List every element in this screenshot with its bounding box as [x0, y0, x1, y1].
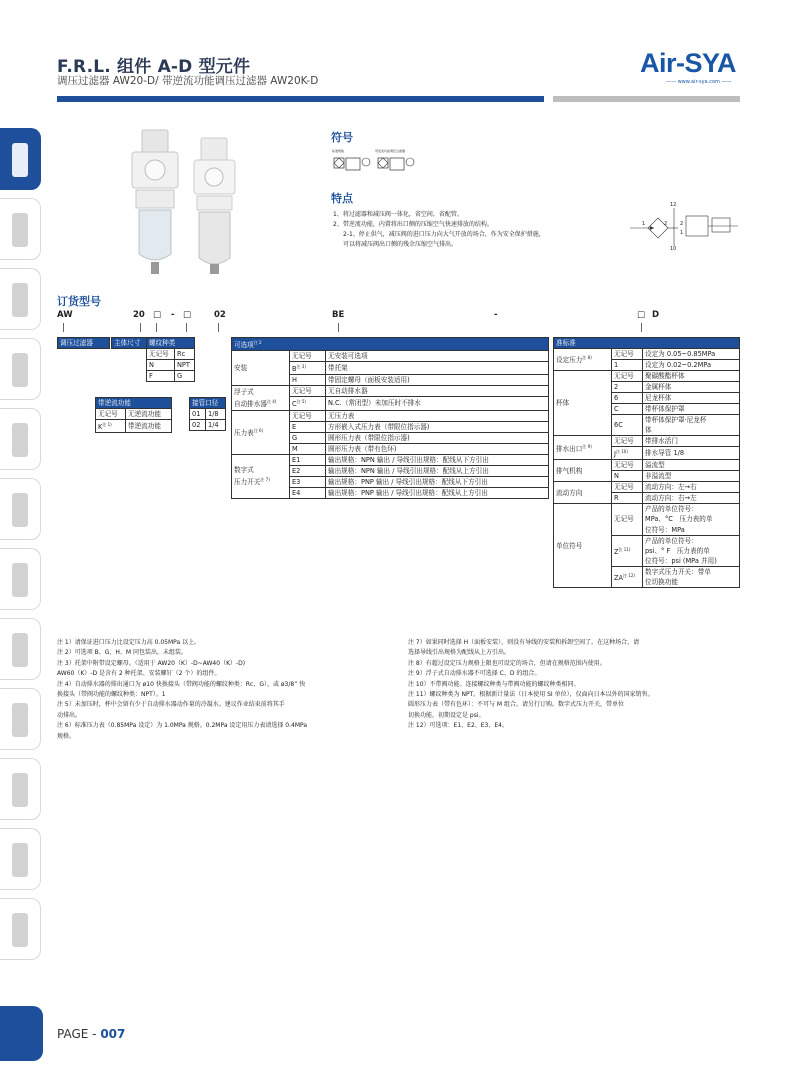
table-row: 排水出口$^{注 9)}$ 无记号 带排水活门: [554, 436, 740, 447]
category-tab-fitting[interactable]: [0, 268, 41, 330]
symbol-heading: 符号: [331, 131, 353, 144]
series-header: 调压过滤器: [58, 338, 110, 349]
code-port: 02: [214, 310, 226, 320]
category-tab-filter[interactable]: [0, 198, 41, 260]
order-model-heading: 订货型号: [57, 295, 101, 308]
category-tab-gripper[interactable]: [0, 688, 41, 750]
backflow-schematic-diagram: [628, 200, 740, 254]
table-row: 2 金属杯体: [554, 382, 740, 393]
thread-table: [146, 337, 195, 382]
schematic-icon: [628, 200, 740, 254]
code-tick: [186, 323, 187, 332]
table-row: 安装 无记号 无安装可选项: [232, 351, 549, 362]
schematic-port-2b: 2: [680, 221, 684, 227]
table-row: $C^{注 5)}$ N.C.（常闭型）未加压时不排水: [232, 397, 549, 410]
table-row: 位符号：psi (MPa 并用): [554, 556, 740, 567]
schematic-port-1b: 1: [680, 230, 684, 236]
page-title: F.R.L. 组件 A-D 型元件: [57, 57, 251, 77]
symbol-label-backflow: 带逆流功能调压过滤器: [375, 149, 406, 153]
category-tab-valve[interactable]: [0, 338, 41, 400]
brand-logo: Air-SYA: [640, 48, 737, 78]
table-row: M 圆形压力表（带有色环): [232, 443, 549, 454]
note-line: 注 8）有超过设定压力规格上限也可设定的场合，但请在规格范围内使用。: [408, 659, 606, 667]
actuator-icon: [12, 633, 28, 667]
table-row: 位切换功能: [554, 577, 740, 588]
code-dash-1: -: [171, 310, 175, 320]
code-backflow: □: [153, 310, 162, 320]
table-row: E3 输出规格：PNP 输出 / 导线引出规格：配线从下方引出: [232, 476, 549, 487]
thread-header: 螺纹种类: [147, 338, 195, 349]
table-row: F G: [147, 371, 195, 382]
table-row: H 带固定螺母（面板安装适用): [232, 375, 549, 386]
product-photo-aw20: [128, 128, 183, 278]
table-row: E2 输出规格：NPN 输出 / 导线引出规格：配线从上方引出: [232, 465, 549, 476]
note-line: 动排出。: [57, 711, 82, 719]
note-line: 注 10）不带阀功能。连接螺纹种类与带阀功能的螺纹种类相同。: [408, 680, 580, 688]
code-tick: [156, 323, 157, 332]
table-row: 数字式 压力开关$^{注 7)}$ E1 输出规格：NPN 输出 / 导线引出规格：配线从下方引出: [232, 454, 549, 465]
product-photo-aw20k: [192, 136, 237, 276]
table-row: N NPT: [147, 360, 195, 371]
port-size-header: 接管口径: [190, 398, 226, 409]
regulator-icon: [12, 423, 28, 457]
port-size-table: [189, 397, 226, 431]
note-line: 规格。: [57, 732, 76, 740]
category-tab-cylinder[interactable]: [0, 548, 41, 610]
code-tick: [338, 323, 339, 332]
schematic-port-1: 1: [642, 221, 646, 227]
valve-icon: [12, 353, 28, 387]
table-row: $K^{注 1)}$ 带逆流功能: [96, 420, 172, 433]
table-row: 无记号 无逆流功能: [96, 409, 172, 420]
table-row: 压力表$^{注 6)}$ 无记号 无压力表: [232, 410, 549, 421]
note-line: 注 2）可选项 B、G、H、M 同包装出，未组装。: [57, 649, 187, 657]
table-row: 单位符号 无记号 产品的单位符号：: [554, 504, 740, 515]
category-sidebar: [0, 128, 43, 988]
code-tick: [218, 323, 219, 332]
code-dash-2: -: [494, 310, 498, 320]
series-header-table: [57, 337, 148, 349]
table-row: 流动方向 无记号 流动方向：左→右: [554, 482, 740, 493]
schematic-port-2a: 2: [664, 221, 668, 227]
table-row: $ZA^{注 12)}$ 数字式压力开关：带单: [554, 567, 740, 578]
table-row: 体: [554, 425, 740, 436]
note-line: 注 11）螺纹种类为 NPT。根据新计量法（日本使用 SI 单位），仅面向日本以外的国家销售。: [408, 691, 654, 699]
code-series: AW: [57, 310, 73, 320]
code-tick: [140, 323, 141, 332]
backflow-table: [95, 397, 172, 433]
fitting-icon: [12, 283, 28, 317]
category-tab-accessory[interactable]: [0, 898, 41, 960]
note-line: 注 9）浮子式自动排水器不可选择 C、D 的组合。: [408, 670, 541, 678]
solenoid-valve-icon: [12, 493, 28, 527]
page-number: PAGE - 007: [57, 1027, 126, 1041]
table-row: G 圆形压力表（带限位指示器): [232, 432, 549, 443]
schematic-port-12: 12: [670, 202, 677, 208]
table-row: 杯体 无记号 聚碳酸酯杯体: [554, 371, 740, 382]
table-row: 01 1/8: [190, 409, 226, 420]
note-line: 注 7）如果同时选择 H（面板安装），则没有导线的安装和拆卸空间了。在这种场合，请: [408, 639, 640, 646]
page-subtitle: 调压过滤器 AW20-D/ 带逆流功能调压过滤器 AW20K-D: [57, 75, 319, 87]
note-line: 注 5）未加压时，杯中会留有少于自动排水器动作量的冷凝水。建议作业结束前将其手: [57, 701, 285, 709]
table-row: E4 输出规格：PNP 输出 / 导线引出规格：配线从上方引出: [232, 487, 549, 498]
note-line: 注 6）标准压力表（0.85MPa 设定）为 1.0MPa 规格。0.2MPa 设定用压力表请选择 0.4MPa: [57, 722, 308, 730]
table-row: C 带杯体保护罩: [554, 404, 740, 415]
note-line: 注 12）可选项：E1、E2、E3、E4。: [408, 722, 508, 730]
table-row: 浮子式 自动排水器$^{注 4)}$ 无记号 无自动排水器: [232, 386, 549, 397]
note-line: 注 3）托架中附带设定螺母。（适用于 AW20（K）-D~AW40（K）-D): [57, 659, 246, 667]
silencer-icon: [12, 843, 28, 877]
note-line: 注 1）请保证进口压力比设定压力高 0.05MPa 以上。: [57, 639, 201, 646]
note-line: 选择导线引出规格为配线从上方引出。: [408, 649, 511, 657]
table-row: 1 设定为 0.02~0.2MPa: [554, 360, 740, 371]
code-suffix: D: [652, 310, 660, 320]
table-row: $B^{注 3)}$ 带托架: [232, 362, 549, 375]
header-bar-gray: [553, 96, 740, 102]
features-heading: 特点: [331, 192, 353, 205]
brand-url: —— www.air-sya.com ——: [666, 79, 732, 85]
category-tab-frl[interactable]: [0, 128, 41, 190]
code-tick: [63, 323, 64, 332]
page-tab-marker: [0, 1006, 43, 1061]
semi-standard-table: [553, 337, 740, 588]
frl-unit-icon: [12, 143, 28, 177]
body-size-header: 主体尺寸: [112, 338, 148, 349]
category-tab-actuator[interactable]: [0, 618, 41, 680]
backflow-header: 带逆流功能: [96, 398, 172, 409]
options-header: 可选项: [234, 341, 254, 350]
table-row: E 方形嵌入式压力表（带限位指示器): [232, 421, 549, 432]
table-row: 02 1/4: [190, 420, 226, 431]
semi-standard-header: 准标准: [554, 338, 740, 349]
feature-line-2: 2、带逆流功能，内置将出口侧的压缩空气快速排放的结构。: [333, 221, 493, 228]
gripper-icon: [12, 703, 28, 737]
table-row: psi、° F 压力表的单: [554, 546, 740, 557]
category-tab-connector[interactable]: [0, 758, 41, 820]
table-row: $Z^{注 11)}$ 产品的单位符号：: [554, 535, 740, 546]
note-line: AW60（K）-D 是含有 2 种托架、安装螺钉（2 个）的组件。: [57, 670, 221, 678]
filter-icon: [12, 213, 28, 247]
table-row: 排气机构 无记号 溢流型: [554, 460, 740, 471]
notes-right: [408, 638, 654, 732]
category-tab-silencer[interactable]: [0, 828, 41, 890]
note-line: 切换功能，初期设定是 psi。: [408, 711, 485, 719]
pneumatic-symbols: [331, 148, 419, 174]
code-body-size: 20: [133, 310, 145, 320]
table-row: $J^{注 10)}$ 排水导管 1/8: [554, 447, 740, 460]
note-line: 注 4）自动排水器的排出通口为 ø10 快换接头（带阀功能的螺纹种类：Rc、G），或 ø3/8” 快: [57, 680, 306, 688]
feature-line-3: 2-1、停止供气，减压阀的进口压力向大气开放的场合，作为安全保护措施，: [343, 231, 545, 238]
code-thread: □: [183, 310, 192, 320]
table-row: 设定压力$^{注 8)}$ 无记号 设定为 0.05~0.85MPa: [554, 349, 740, 360]
code-tick: [641, 323, 642, 332]
cylinder-icon: [12, 563, 28, 597]
note-line: 圆形压力表（带有色环）：不可与 M 组合。请另行订购。数字式压力开关，带单位: [408, 701, 624, 709]
symbol-label-standard: 标准规格: [332, 149, 345, 153]
table-row: 位符号：MPa: [554, 525, 740, 536]
header-bar-blue: [57, 96, 544, 102]
schematic-port-10: 10: [670, 246, 677, 252]
table-row: 6C 带杯体保护罩·尼龙杯: [554, 415, 740, 426]
regulator-symbol-icon: [331, 154, 419, 174]
accessory-icon: [12, 913, 28, 947]
table-row: 无记号 Rc: [147, 349, 195, 360]
table-row: N 非溢流型: [554, 471, 740, 482]
code-options: BE: [332, 310, 345, 320]
table-row: R 流动方向：右→左: [554, 493, 740, 504]
table-row: 6 尼龙杯体: [554, 393, 740, 404]
note-line: 换接头（带阀功能的螺纹种类：NPT）。1: [57, 691, 166, 699]
code-semi-standard: □: [637, 310, 646, 320]
feature-line-1: 1、将过滤器和减压阀一体化，省空间，省配管。: [333, 211, 463, 218]
feature-line-4: 可以将减压阀出口侧的残余压缩空气排出。: [343, 241, 458, 248]
options-table: 可选项$^{注 2}$ 安装 无记号 无安装可选项 $B^{注 3)}$ 带托架 H 带固定螺母（面板安装适用) 浮子式 自动排水器$^{注 4)}$ 无记号 无自动排水器 $C^{注 5)}$ N.C.（常闭型）未加压时不排水 压力表$^{注 6)}$ 无记号 无压力表 E 方形嵌入式压力表（带限位指示器) G 圆形压力表（带限位指示器) M 圆形压力表（带有色环) 数字式 压力开关$^{注 7)}$ E1 输出规格：NPN 输出 / 导线引出规格：配线从下方引出 E2 输出规格：NPN 输出 / 导线引出规格：配线从上方引出 E3 输出规格：PNP 输出 / 导线引出规格：配线从下方引出 E4 输出规格：PNP 输出 / 导线引出规格：配线从上方引出: [231, 337, 549, 499]
notes-left: [57, 638, 307, 742]
table-row: MPa、°C 压力表的单: [554, 514, 740, 525]
category-tab-solenoid[interactable]: [0, 478, 41, 540]
connector-icon: [12, 773, 28, 807]
page-number-value: 007: [100, 1027, 126, 1041]
category-tab-regulator[interactable]: [0, 408, 41, 470]
